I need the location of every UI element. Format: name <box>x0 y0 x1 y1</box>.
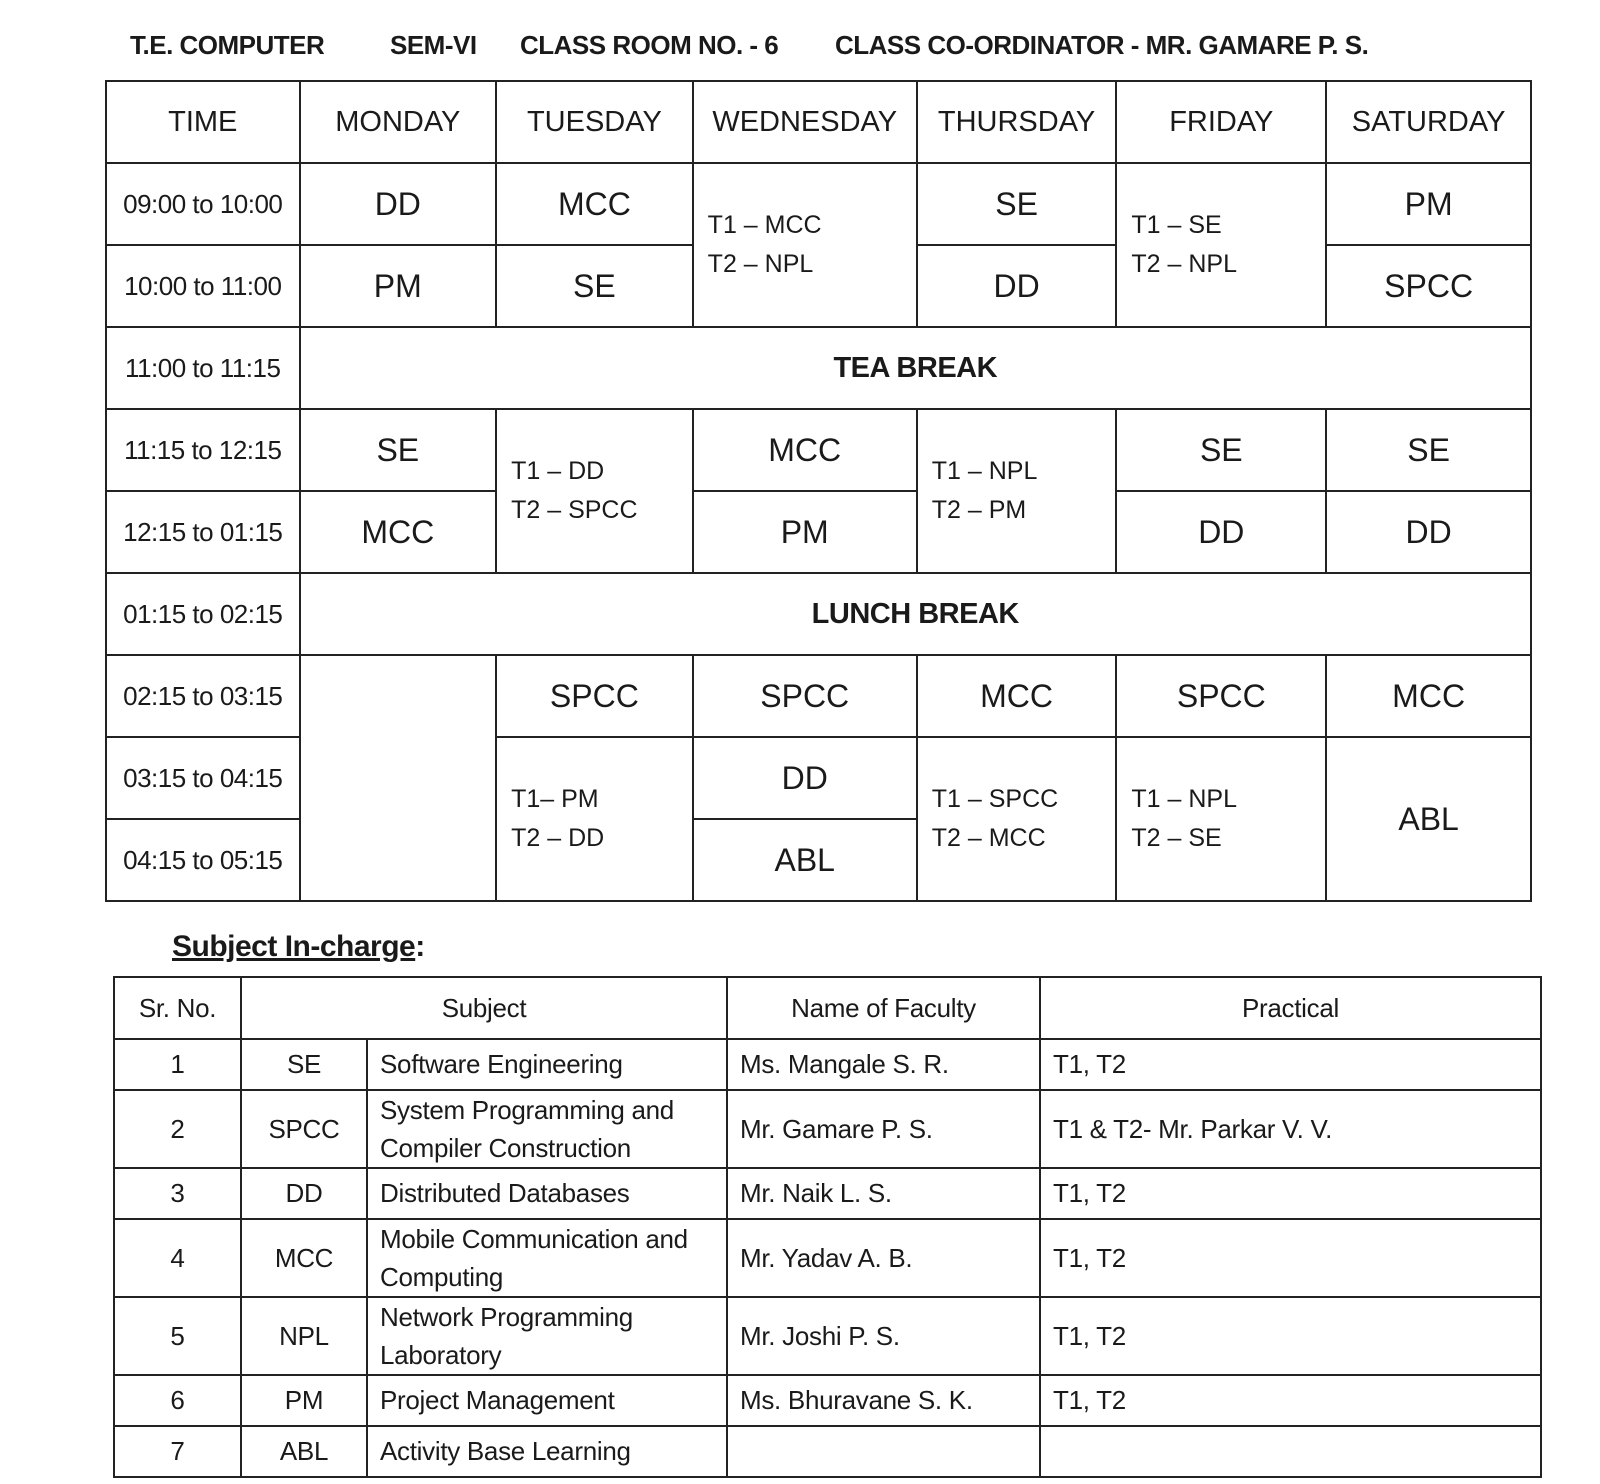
faculty-name: Ms. Bhuravane S. K. <box>727 1375 1040 1426</box>
practical: T1, T2 <box>1040 1375 1541 1426</box>
classroom: CLASS ROOM NO. - 6 <box>520 30 779 60</box>
batch-t2: T2 – NPL <box>1131 250 1237 278</box>
batch-t2: T2 – SPCC <box>511 496 638 524</box>
slot-cell: SPCC <box>693 655 917 737</box>
time-cell: 12:15 to 01:15 <box>106 491 300 573</box>
slot-cell: PM <box>1326 163 1531 245</box>
practical: T1 & T2- Mr. Parkar V. V. <box>1040 1090 1541 1168</box>
semester: SEM-VI <box>390 30 477 60</box>
subject-name: System Programming and Compiler Construction <box>367 1090 727 1168</box>
lab-slot-cell <box>1116 163 1326 327</box>
batch-t2: T2 – MCC <box>931 824 1046 852</box>
col-friday: FRIDAY <box>1116 81 1326 163</box>
table-row <box>106 491 1531 573</box>
table-row <box>114 1090 1541 1168</box>
faculty-name: Mr. Yadav A. B. <box>727 1219 1040 1297</box>
slot-cell: SPCC <box>1116 655 1326 737</box>
sr-no: 5 <box>114 1297 241 1375</box>
slot-cell: SE <box>1326 409 1531 491</box>
col-thursday: THURSDAY <box>917 81 1117 163</box>
header-subject: Subject <box>241 977 727 1039</box>
slot-cell: DD <box>917 245 1117 327</box>
batch-t2: T2 – NPL <box>707 250 814 278</box>
batch-t1: T1 – NPL <box>931 457 1038 485</box>
col-monday: MONDAY <box>300 81 497 163</box>
time-cell: 03:15 to 04:15 <box>106 737 300 819</box>
slot-cell: MCC <box>917 655 1117 737</box>
subject-code: DD <box>241 1168 367 1219</box>
header-sr-no: Sr. No. <box>114 977 241 1039</box>
subject-code: ABL <box>241 1426 367 1477</box>
lab-slot-cell <box>496 737 693 901</box>
subject-code: MCC <box>241 1219 367 1297</box>
table-row <box>114 1297 1541 1375</box>
table-row <box>114 1039 1541 1090</box>
sr-no: 3 <box>114 1168 241 1219</box>
table-row <box>114 1219 1541 1297</box>
header-practical: Practical <box>1040 977 1541 1039</box>
subject-name: Activity Base Learning <box>367 1426 727 1477</box>
practical: T1, T2 <box>1040 1168 1541 1219</box>
practical: T1, T2 <box>1040 1297 1541 1375</box>
batch-t1: T1 – SE <box>1131 211 1222 239</box>
subject-name: Distributed Databases <box>367 1168 727 1219</box>
slot-cell: DD <box>1326 491 1531 573</box>
subject-incharge-table <box>113 976 1542 1478</box>
sr-no: 4 <box>114 1219 241 1297</box>
slot-cell: DD <box>1116 491 1326 573</box>
faculty-name: Ms. Mangale S. R. <box>727 1039 1040 1090</box>
subject-incharge-title: Subject In-charge: <box>172 930 425 963</box>
lab-slot-cell <box>917 737 1117 901</box>
batch-t1: T1 – MCC <box>707 211 822 239</box>
time-cell: 09:00 to 10:00 <box>106 163 300 245</box>
lab-slot-cell <box>496 409 693 573</box>
tea-break: TEA BREAK <box>300 327 1531 409</box>
subject-code: NPL <box>241 1297 367 1375</box>
lab-slot-cell <box>917 409 1117 573</box>
slot-cell: SE <box>300 409 497 491</box>
slot-cell: ABL <box>693 819 917 901</box>
slot-cell: SPCC <box>1326 245 1531 327</box>
sr-no: 6 <box>114 1375 241 1426</box>
table-row <box>106 573 1531 655</box>
col-tuesday: TUESDAY <box>496 81 693 163</box>
subject-name: Mobile Communication and Computing <box>367 1219 727 1297</box>
timetable-header-row <box>106 81 1531 163</box>
timetable <box>105 80 1532 902</box>
slot-cell: SE <box>1116 409 1326 491</box>
batch-t1: T1 – DD <box>511 457 605 485</box>
course-title: T.E. COMPUTER <box>130 30 325 60</box>
practical: T1, T2 <box>1040 1219 1541 1297</box>
faculty-name: Mr. Joshi P. S. <box>727 1297 1040 1375</box>
practical <box>1040 1426 1541 1477</box>
table-row <box>106 327 1531 409</box>
subject-name: Software Engineering <box>367 1039 727 1090</box>
table-row <box>106 163 1531 245</box>
col-wednesday: WEDNESDAY <box>693 81 917 163</box>
subject-table-header <box>114 977 1541 1039</box>
faculty-name <box>727 1426 1040 1477</box>
empty-slot-cell <box>300 655 497 901</box>
slot-cell: SPCC <box>496 655 693 737</box>
time-cell: 11:00 to 11:15 <box>106 327 300 409</box>
batch-t2: T2 – DD <box>511 824 605 852</box>
practical: T1, T2 <box>1040 1039 1541 1090</box>
time-cell: 01:15 to 02:15 <box>106 573 300 655</box>
sr-no: 7 <box>114 1426 241 1477</box>
time-cell: 10:00 to 11:00 <box>106 245 300 327</box>
faculty-name: Mr. Naik L. S. <box>727 1168 1040 1219</box>
table-row <box>106 655 1531 737</box>
slot-cell: MCC <box>693 409 917 491</box>
lunch-break: LUNCH BREAK <box>300 573 1531 655</box>
slot-cell: SE <box>496 245 693 327</box>
slot-cell: DD <box>300 163 497 245</box>
batch-t1: T1– PM <box>511 785 599 813</box>
table-row <box>114 1375 1541 1426</box>
lab-slot-cell <box>1116 737 1326 901</box>
subject-incharge-title-text: Subject In-charge <box>172 930 416 963</box>
slot-cell: PM <box>300 245 497 327</box>
batch-t2: T2 – PM <box>931 496 1027 524</box>
time-cell: 02:15 to 03:15 <box>106 655 300 737</box>
subject-name: Network Programming Laboratory <box>367 1297 727 1375</box>
lab-slot-cell <box>693 163 917 327</box>
class-coordinator: CLASS CO-ORDINATOR - MR. GAMARE P. S. <box>835 30 1369 60</box>
table-row <box>114 1168 1541 1219</box>
slot-cell: MCC <box>496 163 693 245</box>
faculty-name: Mr. Gamare P. S. <box>727 1090 1040 1168</box>
subject-code: SPCC <box>241 1090 367 1168</box>
slot-cell: SE <box>917 163 1117 245</box>
slot-cell: ABL <box>1326 737 1531 901</box>
slot-cell: PM <box>693 491 917 573</box>
table-row <box>106 409 1531 491</box>
slot-cell: DD <box>693 737 917 819</box>
time-cell: 04:15 to 05:15 <box>106 819 300 901</box>
col-time: TIME <box>106 81 300 163</box>
batch-t2: T2 – SE <box>1131 824 1222 852</box>
header-faculty: Name of Faculty <box>727 977 1040 1039</box>
batch-t1: T1 – NPL <box>1131 785 1237 813</box>
col-saturday: SATURDAY <box>1326 81 1531 163</box>
sr-no: 1 <box>114 1039 241 1090</box>
table-row <box>114 1426 1541 1477</box>
subject-code: PM <box>241 1375 367 1426</box>
subject-code: SE <box>241 1039 367 1090</box>
time-cell: 11:15 to 12:15 <box>106 409 300 491</box>
batch-t1: T1 – SPCC <box>931 785 1059 813</box>
sr-no: 2 <box>114 1090 241 1168</box>
slot-cell: MCC <box>300 491 497 573</box>
slot-cell: MCC <box>1326 655 1531 737</box>
subject-name: Project Management <box>367 1375 727 1426</box>
